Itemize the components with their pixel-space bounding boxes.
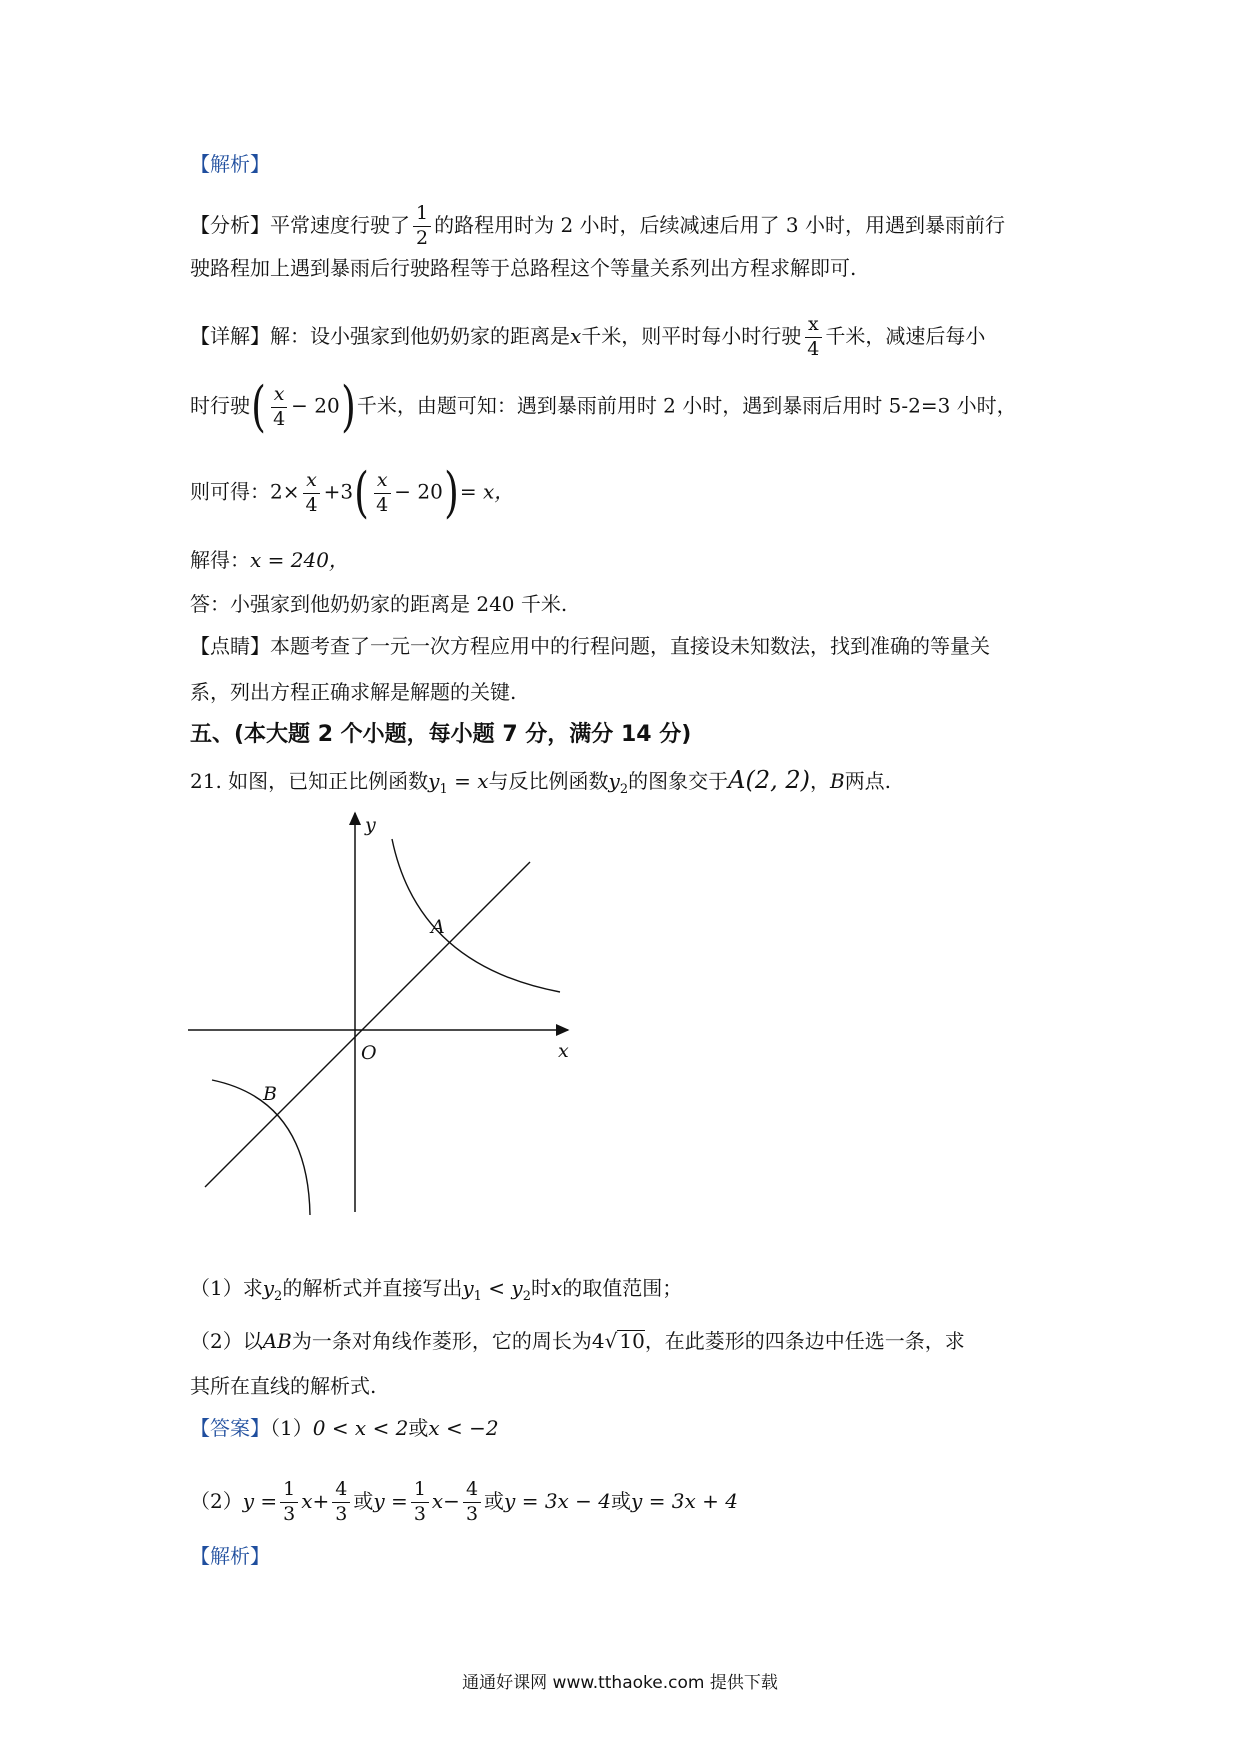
fraction-numerator: 1: [280, 1480, 298, 1503]
answer-tag: 【答案】: [190, 1416, 270, 1440]
fraction-four-thirds: [332, 1480, 350, 1525]
question-21-part-2-line-2: 其所在直线的解析式.: [190, 1374, 377, 1398]
math-term: <: [481, 1276, 512, 1300]
right-paren: ): [340, 375, 356, 438]
answer-expr: 0 < x < 2: [312, 1416, 409, 1440]
fraction-x-over-4: [373, 468, 391, 516]
dianjing-line-2: 系，列出方程正确求解是解题的关键.: [190, 680, 517, 704]
answer-expr: x−: [431, 1488, 460, 1513]
analysis-line-2: 驶路程加上遇到暴雨后行驶路程等于总路程这个等量关系列出方程求解即可.: [190, 256, 857, 280]
question-text: （1）求: [190, 1276, 263, 1300]
question-text: ，在此菱形的四条边中任选一条，求: [644, 1329, 965, 1353]
math-term: 4: [591, 1329, 605, 1353]
solution-value: x = 240，: [250, 548, 349, 572]
math-subscript: 2: [522, 1289, 531, 1304]
fraction-denominator: 3: [335, 1502, 348, 1525]
fraction-numerator: 4: [463, 1480, 481, 1503]
math-var: y: [262, 1276, 275, 1300]
point-a-coords: A(2, 2): [728, 766, 810, 794]
answer-text: 或: [611, 1488, 632, 1513]
analysis-tag: 【分析】: [190, 212, 270, 237]
detail-text: 则可得：: [190, 479, 270, 504]
answer-text: 或: [353, 1488, 374, 1513]
right-paren: ): [443, 461, 459, 524]
math-var: y: [462, 1276, 474, 1300]
question-21-part-1: [190, 1278, 682, 1303]
section-heading: 五、(本大题 2 个小题，每小题 7 分，满分 14 分): [190, 722, 692, 747]
math-var: x: [570, 323, 582, 348]
analysis-text-post: 的路程用时为 2 小时，后续减速后用了 3 小时，用遇到暴雨前行: [434, 212, 1005, 237]
detail-line-4: [190, 550, 349, 570]
question-text: 时: [531, 1276, 551, 1300]
answer-line-2: [190, 1480, 738, 1525]
y-axis-label: y: [365, 814, 376, 836]
answer-expr: y = 3x − 4: [504, 1488, 612, 1513]
fraction-numerator: 1: [411, 1480, 429, 1503]
dianjing-tag: 【点睛】: [190, 634, 270, 658]
fraction-x-over-4: [302, 468, 320, 516]
left-paren: (: [354, 461, 369, 524]
dianjing-text: 本题考查了一元一次方程应用中的行程问题，直接设未知数法，找到准确的等量关: [270, 634, 990, 658]
fraction-numerator: x: [374, 471, 391, 494]
question-text: 的图象交于: [628, 769, 729, 793]
fraction-four-thirds: [463, 1480, 481, 1525]
fraction-numerator: x: [805, 315, 822, 338]
segment-ab: AB: [262, 1329, 292, 1353]
math-var: y: [428, 769, 440, 793]
detail-tag: 【详解】: [190, 323, 270, 348]
math-subscript: 2: [274, 1289, 283, 1304]
fraction-one-third: [411, 1480, 429, 1525]
question-text: 21. 如图，已知正比例函数: [190, 769, 429, 793]
detail-line-2: [190, 375, 1017, 438]
detail-text: 千米，则平时每小时行驶: [581, 323, 802, 348]
answer-expr: y = 3x + 4: [631, 1488, 739, 1513]
fraction-x-over-4: [804, 315, 822, 360]
dianjing-line-1: [190, 636, 990, 656]
sqrt-symbol: √: [604, 1329, 618, 1353]
math-var: y: [608, 769, 620, 793]
page-footer: 通通好课网 www.tthaoke.com 提供下载: [462, 1673, 778, 1693]
answer-expr: y =: [373, 1488, 408, 1513]
fraction-denominator: 4: [305, 493, 318, 516]
fraction-one-third: [280, 1480, 298, 1525]
answer-expr: x < −2: [428, 1416, 499, 1440]
line-y1: [205, 862, 530, 1187]
hyperbola-lower-branch: [212, 1080, 310, 1215]
math-subscript: 1: [439, 782, 448, 797]
math-subscript: 1: [473, 1289, 482, 1304]
analysis-line-1: [190, 204, 1005, 249]
detail-line-3: [190, 461, 515, 524]
analysis-section-tag: 【解析】: [190, 152, 270, 176]
fraction-x-over-4: [270, 382, 288, 430]
question-text: 的解析式并直接写出: [282, 1276, 463, 1300]
answer-expr: x+: [301, 1488, 330, 1513]
fraction-numerator: 4: [332, 1480, 350, 1503]
question-text: （2）以: [190, 1329, 263, 1353]
point-a-label: A: [431, 916, 445, 938]
fraction-denominator: 4: [273, 407, 286, 430]
question-text: 的取值范围；: [562, 1276, 683, 1300]
fraction-numerator: x: [271, 385, 288, 408]
math-subscript: 2: [619, 782, 629, 797]
math-term: +3: [323, 479, 354, 504]
math-term: 2×: [270, 479, 300, 504]
point-b-label: B: [829, 769, 845, 793]
math-term: − 20: [394, 479, 443, 504]
fraction-numerator: 1: [413, 204, 431, 227]
answer-part-label: （2）: [190, 1488, 243, 1513]
fraction-denominator: 3: [413, 1502, 426, 1525]
question-text: 为一条对角线作菱形，它的周长为: [291, 1329, 592, 1353]
left-paren: (: [251, 375, 266, 438]
sqrt-radicand: 10: [619, 1329, 645, 1353]
question-21-stem: [190, 768, 891, 796]
fraction-numerator: x: [303, 471, 320, 494]
fraction-denominator: 4: [807, 337, 820, 360]
answer-expr: y =: [242, 1488, 278, 1513]
analysis-section-tag-bottom: 【解析】: [190, 1544, 270, 1568]
math-var: x: [551, 1276, 563, 1300]
fraction-half: [413, 204, 431, 249]
detail-line-5: 答：小强家到他奶奶家的距离是 240 千米.: [190, 592, 568, 616]
analysis-text-pre: 平常速度行驶了: [270, 212, 410, 237]
fraction-denominator: 3: [283, 1502, 296, 1525]
point-b-label: B: [263, 1083, 277, 1105]
math-term: = x: [447, 769, 489, 793]
answer-part-label: （1）: [270, 1416, 313, 1440]
detail-text: 解：设小强家到他奶奶家的距离是: [270, 323, 570, 348]
math-var: y: [511, 1276, 523, 1300]
question-21-part-2: [190, 1330, 965, 1351]
answer-text: 或: [408, 1416, 429, 1440]
fraction-denominator: 3: [465, 1502, 479, 1525]
answer-line-1: [190, 1418, 499, 1438]
math-term: = x，: [459, 479, 515, 504]
answer-text: 或: [484, 1488, 505, 1513]
function-graph: [180, 805, 580, 1225]
detail-text: 解得：: [190, 548, 250, 572]
question-text: 两点.: [844, 769, 892, 793]
fraction-denominator: 2: [416, 226, 429, 249]
question-text: 与反比例函数: [488, 769, 609, 793]
origin-label: O: [361, 1042, 377, 1064]
detail-line-1: [190, 315, 985, 360]
math-term: − 20: [291, 393, 340, 418]
detail-text: 时行驶: [190, 393, 250, 418]
fraction-denominator: 4: [376, 493, 389, 516]
question-text: ，: [809, 769, 830, 793]
detail-text: 千米，由题可知：遇到暴雨前用时 2 小时，遇到暴雨后用时 5-2=3 小时，: [356, 393, 1017, 418]
detail-text: 千米，减速后每小: [825, 323, 986, 348]
x-axis-label: x: [558, 1040, 569, 1062]
